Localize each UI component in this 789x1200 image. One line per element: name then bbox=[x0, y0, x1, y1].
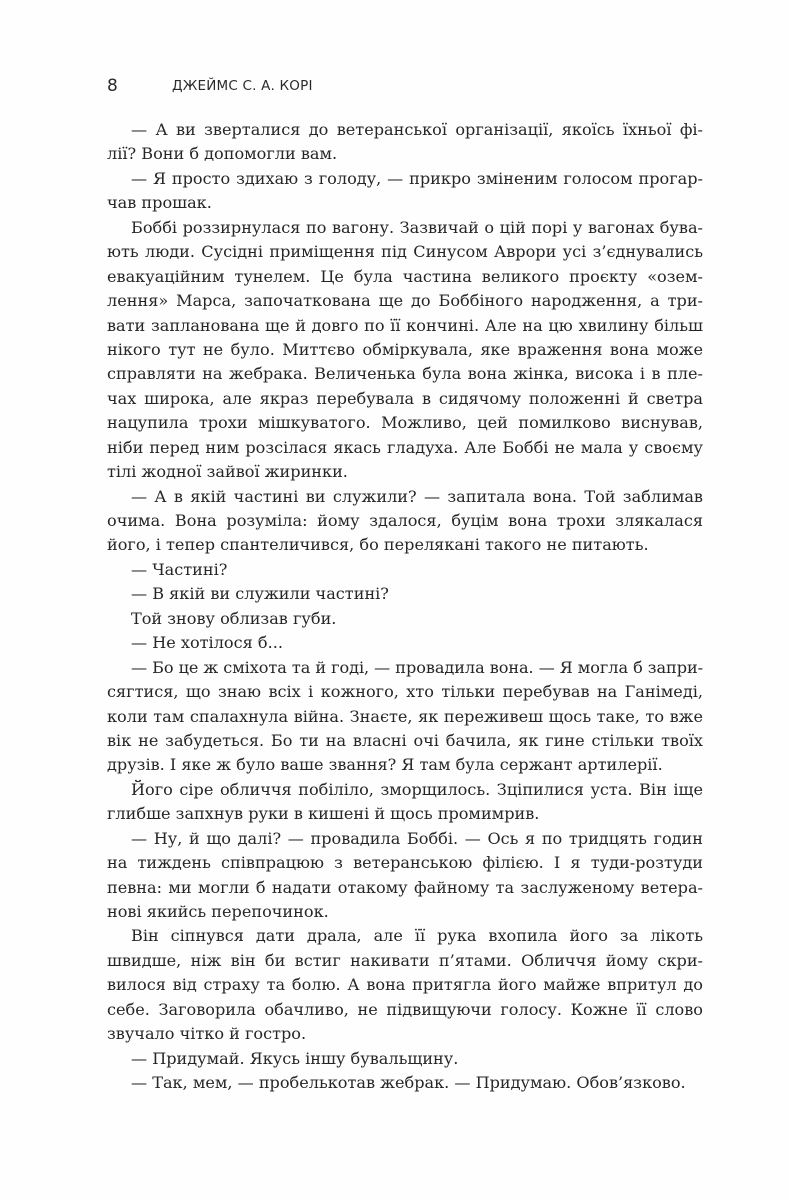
body-text bbox=[107, 118, 703, 1096]
text-line: вати запланована ще й довго по її кончині. Але на цю хвилину більш bbox=[107, 315, 703, 335]
text-line: — В якій ви служили частині? bbox=[131, 584, 389, 604]
text-line: — Так, мем, — пробелькотав жебрак. — Придумаю. Обов’язково. bbox=[131, 1073, 686, 1093]
text-line: ніби перед ним розсілася якась гладуха. Але Боббі не мала у своєму bbox=[107, 437, 703, 457]
text-line: коли там спалахнула війна. Знаєте, як переживеш щось таке, то вже bbox=[107, 706, 703, 726]
text-line: вік не забудеться. Бо ти на власні очі бачила, як гине стільки твоїх bbox=[107, 730, 703, 750]
text-line: друзів. І яке ж було ваше звання? Я там була сержант артилерії. bbox=[107, 755, 663, 775]
text-line: тілі жодної зайвої жиринки. bbox=[107, 462, 348, 482]
text-line: — Частині? bbox=[131, 559, 228, 579]
text-line: — Ну, й що далі? — провадила Боббі. — Ось я по тридцять годин bbox=[131, 828, 703, 848]
text-line: нацупила трохи мішкуватого. Можливо, цей помилково виснував, bbox=[107, 413, 703, 433]
text-line: Він сіпнувся дати драла, але її рука вхопила його за лікоть bbox=[131, 926, 703, 946]
text-line: на тиждень співпрацюю з ветеранською філією. І я туди-розтуди bbox=[107, 853, 703, 873]
text-line: певна: ми могли б надати отакому файному та заслуженому ветера- bbox=[107, 877, 703, 897]
text-line: — А ви зверталися до ветеранської організації, якоїсь їхньої фі- bbox=[131, 120, 703, 139]
text-line: — А в якій частині ви служили? — запитала вона. Той заблимав bbox=[131, 486, 703, 506]
text-line: чах широка, але якраз перебувала в сидячому положенні й светра bbox=[107, 388, 703, 408]
text-line: швидше, ніж він би встиг накивати п’ятами. Обличчя йому скри- bbox=[107, 950, 703, 970]
text-line: звучало чітко й гостро. bbox=[107, 1024, 307, 1044]
text-line: — Я просто здихаю з голоду, — прикро зміненим голосом прогар- bbox=[131, 168, 703, 188]
text-line: Боббі роззирнулася по вагону. Зазвичай о цій порі у вагонах бува- bbox=[131, 217, 703, 237]
text-line: евакуаційним тунелем. Це була частина великого проєкту «озем- bbox=[107, 266, 703, 286]
text-line: сягтися, що знаю всіх і кожного, хто тільки перебував на Ганімеді, bbox=[107, 682, 703, 702]
text-line: нікого тут не було. Миттєво обміркувала, яке враження вона може bbox=[107, 339, 703, 359]
text-line: Його сіре обличчя побіліло, зморщилось. Зціпилися уста. Він іще bbox=[131, 779, 703, 799]
text-line: його, і тепер спантеличився, бо перелякані такого не питають. bbox=[107, 535, 649, 555]
text-line: Той знову облизав губи. bbox=[131, 608, 337, 628]
text-line: — Придумай. Якусь іншу бувальщину. bbox=[131, 1048, 459, 1068]
text-line: глибше запхнув руки в кишені й щось промимрив. bbox=[107, 804, 540, 824]
text-line: чав прошак. bbox=[107, 193, 212, 213]
text-line: лення» Марса, започаткована ще до Боббіного народження, а три- bbox=[107, 291, 703, 311]
text-line: лії? Вони б допомогли вам. bbox=[107, 144, 338, 164]
text-line: — Бо це ж сміхота та й годі, — провадила вона. — Я могла б запри- bbox=[131, 657, 704, 677]
text-line: вилося від страху та болю. А вона притягла його майже впритул до bbox=[107, 975, 703, 995]
text-line: ють люди. Сусідні приміщення під Синусом Аврори усі з’єднувались bbox=[107, 242, 703, 262]
page-number: 8 bbox=[107, 76, 118, 96]
text-line: очима. Вона розуміла: йому здалося, буцім вона трохи злякалася bbox=[107, 511, 703, 530]
text-line: нові якийсь перепочинок. bbox=[107, 902, 329, 921]
text-line: себе. Заговорила обачливо, не підвищуючи голосу. Кожне її слово bbox=[107, 999, 703, 1019]
text-line: — Не хотілося б... bbox=[131, 633, 283, 653]
author-name: ДЖЕЙМС С. А. КОРІ bbox=[172, 78, 313, 94]
text-line: справляти на жебрака. Величенька була вона жінка, висока і в пле- bbox=[107, 364, 703, 384]
